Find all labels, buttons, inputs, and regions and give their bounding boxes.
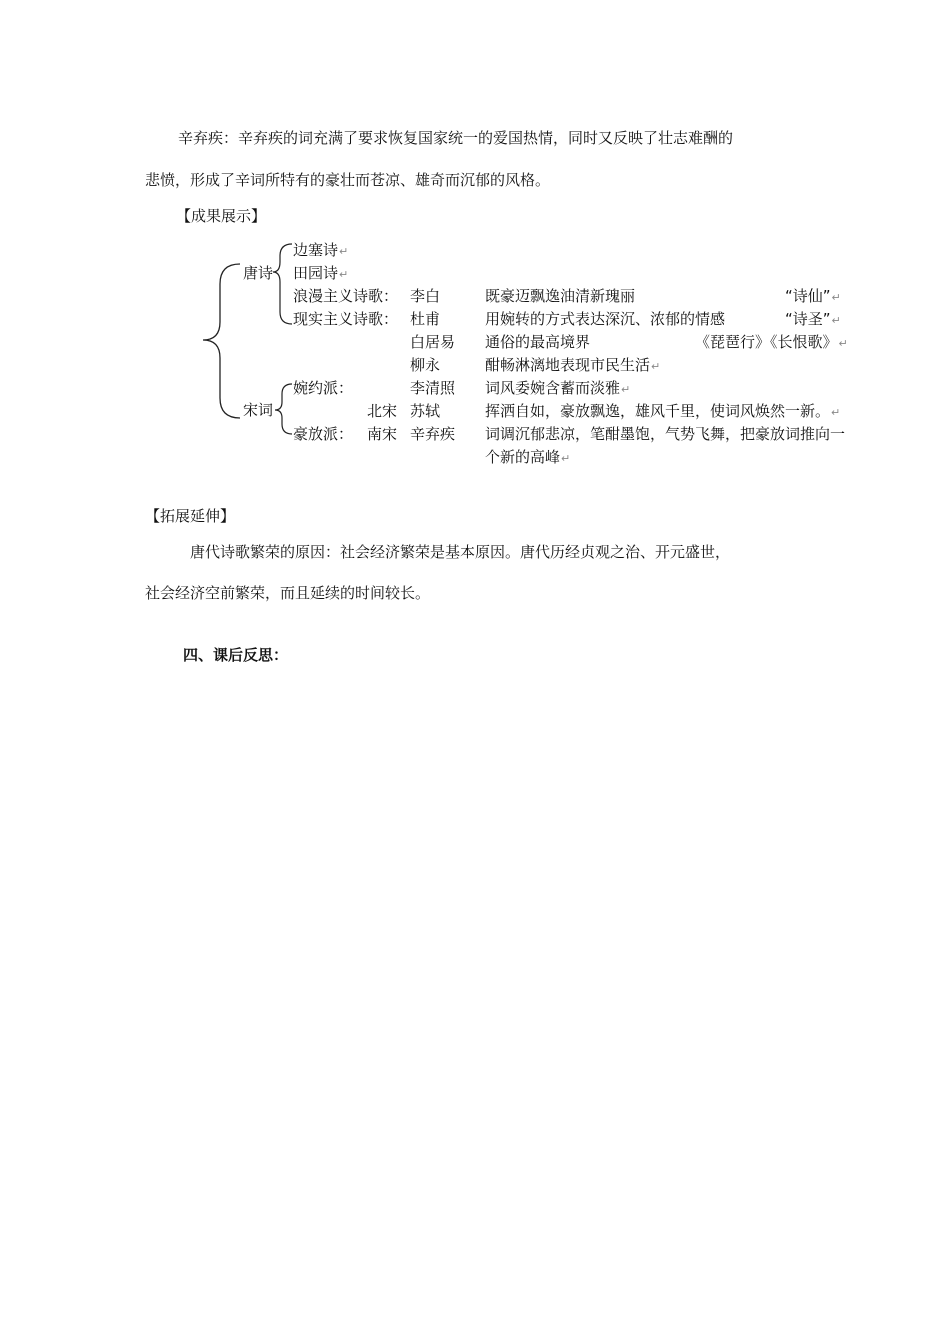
section-heading-reflection: 四、课后反思： <box>183 646 289 664</box>
poet-su-shi: 苏轼 <box>410 402 441 420</box>
poet-li-bai: 李白 <box>410 287 441 305</box>
paragraph-mark: ↵ <box>831 291 841 304</box>
tang-brace <box>273 244 292 324</box>
style-li-bai: 既豪迈飘逸油清新瑰丽 <box>485 287 636 305</box>
section-heading-results: 【成果展示】 <box>176 207 267 225</box>
paragraph-reasons-line2: 社会经济空前繁荣，而且延续的时间较长。 <box>145 584 431 602</box>
song-brace <box>275 384 292 434</box>
label-realist: 现实主义诗歌： <box>293 310 399 328</box>
paragraph-mark: ↵ <box>561 452 571 465</box>
label-song-ci: 宋词 <box>243 401 274 419</box>
poet-du-fu: 杜甫 <box>410 310 441 328</box>
paragraph-mark: ↵ <box>831 406 841 419</box>
paragraph-xin-qiji-line1: 辛弃疾：辛弃疾的词充满了要求恢复国家统一的爱国热情，同时又反映了壮志难酬的 <box>178 129 734 147</box>
label-frontier-poetry: 边塞诗 <box>293 241 339 259</box>
label-tang-poetry: 唐诗 <box>243 264 274 282</box>
style-xin-qiji-line1: 词调沉郁悲凉，笔酣墨饱，气势飞舞，把豪放词推向一 <box>485 425 846 443</box>
paragraph-reasons-line1: 唐代诗歌繁荣的原因：社会经济繁荣是基本原因。唐代历经贞观之治、开元盛世， <box>190 543 731 561</box>
label-nan-song: 南宋 <box>367 425 398 443</box>
label-bei-song: 北宋 <box>367 402 398 420</box>
style-du-fu: 用婉转的方式表达深沉、浓郁的情感 <box>485 310 726 328</box>
paragraph-mark: ↵ <box>621 383 631 396</box>
paragraph-mark: ↵ <box>838 337 848 350</box>
title-li-bai: “诗仙” <box>785 287 831 305</box>
style-xin-qiji-line2: 个新的高峰 <box>485 448 561 466</box>
paragraph-mark: ↵ <box>651 360 661 373</box>
style-su-shi: 挥洒自如，豪放飘逸，雄风千里，使词风焕然一新。 <box>485 402 831 420</box>
paragraph-mark: ↵ <box>339 268 349 281</box>
label-wanyue: 婉约派： <box>293 379 354 397</box>
paragraph-mark: ↵ <box>831 314 841 327</box>
label-haofang: 豪放派： <box>293 425 354 443</box>
poet-xin-qiji: 辛弃疾 <box>410 425 456 443</box>
style-li-qingzhao: 词风委婉含蓄而淡雅 <box>485 379 621 397</box>
outer-brace <box>203 264 240 418</box>
paragraph-xin-qiji-line2: 悲愤，形成了辛词所特有的豪壮而苍凉、雄奇而沉郁的风格。 <box>145 171 551 189</box>
style-bai-juyi: 通俗的最高境界 <box>485 333 591 351</box>
poet-liu-yong: 柳永 <box>410 356 441 374</box>
label-pastoral-poetry: 田园诗 <box>293 264 339 282</box>
title-du-fu: “诗圣” <box>785 310 831 328</box>
poet-li-qingzhao: 李清照 <box>410 379 456 397</box>
section-heading-extend: 【拓展延伸】 <box>145 507 236 525</box>
style-liu-yong: 酣畅淋漓地表现市民生活 <box>485 356 651 374</box>
poet-bai-juyi: 白居易 <box>410 333 456 351</box>
paragraph-mark: ↵ <box>339 245 349 258</box>
label-romantic: 浪漫主义诗歌： <box>293 287 399 305</box>
works-bai-juyi: 《琵琶行》《长恨歌》 <box>695 333 838 351</box>
